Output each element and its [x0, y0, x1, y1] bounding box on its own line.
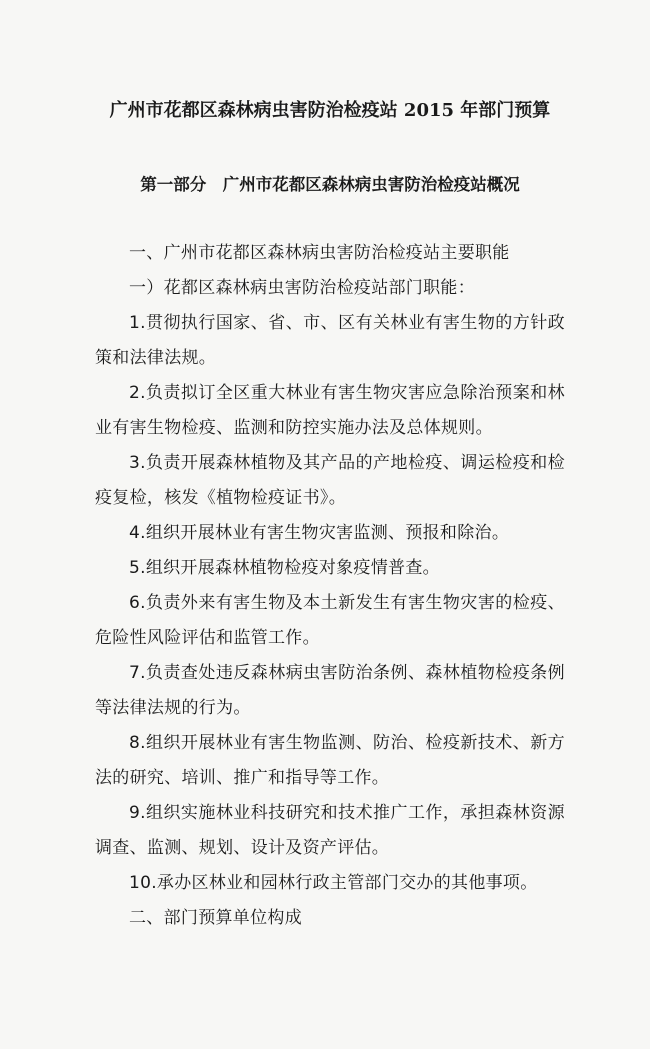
- document-title: 广州市花都区森林病虫害防治检疫站 2015 年部门预算: [109, 100, 551, 121]
- duty-item-1: 1.贯彻执行国家、省、市、区有关林业有害生物的方针政策和法律法规。: [95, 313, 565, 368]
- section1-heading: 一、广州市花都区森林病虫害防治检疫站主要职能: [129, 243, 510, 263]
- duty-item-2: 2.负责拟订全区重大林业有害生物灾害应急除治预案和林业有害生物检疫、监测和防控实施办法及总体规则。: [95, 383, 565, 438]
- sub-heading: 一）花都区森林病虫害防治检疫站部门职能：: [129, 278, 475, 298]
- section2-heading: 二、部门预算单位构成: [129, 908, 302, 928]
- duty-item-8: 8.组织开展林业有害生物监测、防治、检疫新技术、新方法的研究、培训、推广和指导等工作。: [95, 733, 565, 788]
- duty-item-10: 10.承办区林业和园林行政主管部门交办的其他事项。: [129, 873, 538, 893]
- duty-item-9: 9.组织实施林业科技研究和技术推广工作，承担森林资源调查、监测、规划、设计及资产评估。: [95, 803, 565, 858]
- duty-item-7: 7.负责查处违反森林病虫害防治条例、森林植物检疫条例等法律法规的行为。: [95, 663, 565, 718]
- duty-item-4: 4.组织开展林业有害生物灾害监测、预报和除治。: [129, 523, 510, 543]
- duty-item-6: 6.负责外来有害生物及本土新发生有害生物灾害的检疫、危险性风险评估和监管工作。: [95, 593, 565, 648]
- document-body: [95, 236, 565, 936]
- duty-item-3: 3.负责开展森林植物及其产品的产地检疫、调运检疫和检疫复检，核发《植物检疫证书》。: [95, 453, 565, 508]
- part-heading: 第一部分 广州市花都区森林病虫害防治检疫站概况: [140, 175, 520, 194]
- duty-item-5: 5.组织开展森林植物检疫对象疫情普查。: [129, 558, 440, 578]
